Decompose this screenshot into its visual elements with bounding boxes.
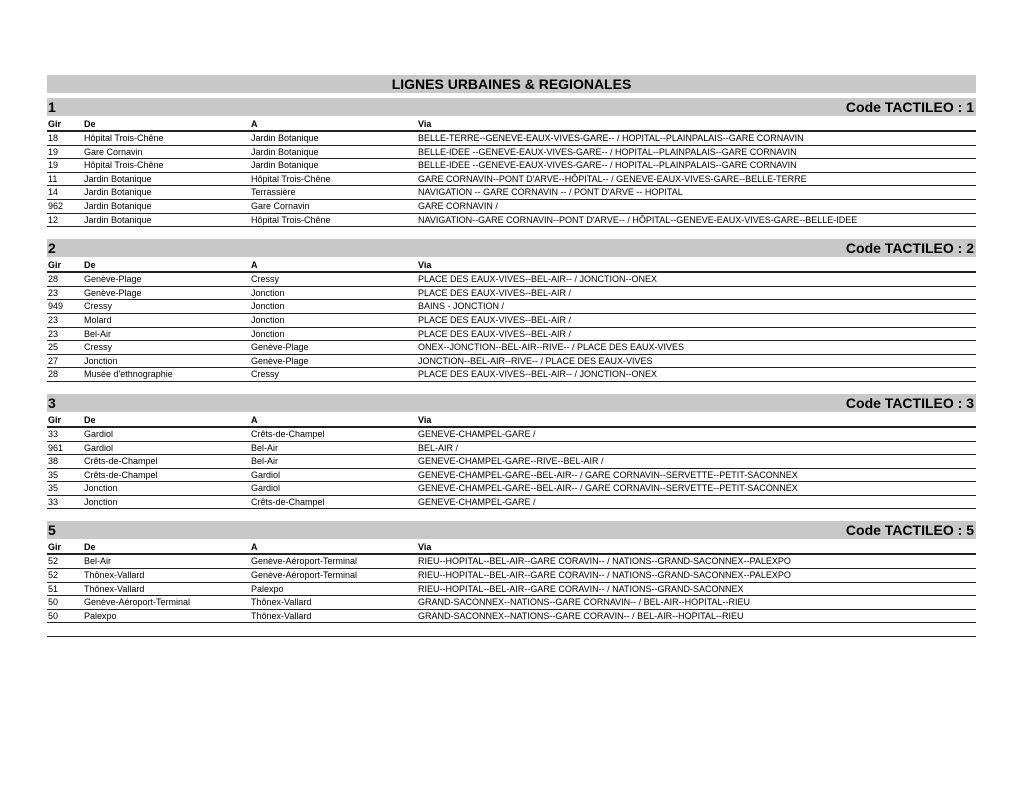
- cell-de: Bel-Air: [84, 556, 112, 567]
- cell-de: Hôpital Trois-Chêne: [84, 133, 164, 143]
- table-row: [47, 132, 976, 146]
- table-row: [47, 300, 976, 314]
- cell-a: Jonction: [251, 301, 285, 312]
- cell-de: Jardin Botanique: [84, 187, 152, 198]
- section-number: 2: [48, 240, 56, 257]
- table-row: [47, 159, 976, 173]
- tactileo-code: Code TACTILEO : 2: [845, 240, 974, 257]
- section-2: [47, 239, 976, 382]
- column-header-row: [47, 118, 976, 132]
- cell-via: GRAND-SACONNEX--NATIONS--GARE CORAVIN-- / BEL-AIR--HOPITAL--RIEU: [418, 610, 744, 621]
- cell-gir: 33: [48, 496, 59, 507]
- cell-via: GENEVE-CHAMPEL-GARE--BEL-AIR-- / GARE CORNAVIN--SERVETTE--PETIT-SACONNEX: [418, 469, 798, 480]
- cell-a: Genève-Plage: [251, 355, 309, 366]
- cell-de: Jonction: [84, 483, 118, 494]
- cell-via: NAVIGATION -- GARE CORNAVIN -- / PONT D'ARVE -- HOPITAL: [418, 187, 683, 198]
- cell-a: Jardin Botanique: [251, 146, 319, 157]
- cell-de: Jardin Botanique: [84, 173, 152, 184]
- cell-gir: 23: [48, 287, 59, 298]
- cell-gir: 19: [48, 146, 59, 157]
- cell-gir: 52: [48, 556, 59, 567]
- cell-de: Cressy: [84, 342, 113, 353]
- section-number: 1: [48, 99, 56, 115]
- column-header-via: Via: [418, 260, 432, 271]
- cell-gir: 18: [48, 133, 59, 143]
- section-1: [47, 98, 976, 227]
- table-row: [47, 328, 976, 342]
- document: [47, 75, 976, 637]
- cell-a: Cressy: [251, 274, 280, 285]
- cell-gir: 11: [48, 173, 58, 184]
- table-row: [47, 273, 976, 287]
- cell-gir: 50: [48, 610, 59, 621]
- cell-via: ONEX--JONCTION--BEL-AIR--RIVE-- / PLACE DES EAUX-VIVES: [418, 342, 685, 353]
- table-row: [47, 355, 976, 369]
- column-header-a: A: [251, 414, 258, 425]
- cell-gir: 28: [48, 369, 59, 380]
- cell-gir: 50: [48, 597, 59, 608]
- tactileo-code: Code TACTILEO : 1: [845, 99, 974, 115]
- column-header-via: Via: [418, 414, 432, 425]
- cell-a: Genève-Plage: [251, 342, 309, 353]
- cell-a: Thônex-Vallard: [251, 597, 312, 608]
- cell-via: GENEVE-CHAMPEL-GARE--RIVE--BEL-AIR /: [418, 456, 604, 467]
- cell-a: Jonction: [251, 314, 285, 325]
- cell-gir: 28: [48, 274, 59, 285]
- cell-gir: 52: [48, 570, 59, 581]
- cell-gir: 35: [48, 483, 59, 494]
- cell-gir: 38: [48, 456, 59, 467]
- cell-gir: 19: [48, 160, 59, 171]
- cell-a: Jonction: [251, 328, 285, 339]
- cell-via: RIEU--HOPITAL--BEL-AIR--GARE CORAVIN-- / NATIONS--GRAND-SACONNEX: [418, 583, 744, 594]
- cell-a: Crêts-de-Champel: [251, 496, 325, 507]
- cell-via: JONCTION--BEL-AIR--RIVE-- / PLACE DES EAUX-VIVES: [418, 355, 653, 366]
- cell-de: Crêts-de-Champel: [84, 469, 158, 480]
- section-header: [47, 521, 976, 539]
- table-row: [47, 442, 976, 456]
- table-row: [47, 455, 976, 469]
- cell-via: PLACE DES EAUX-VIVES--BEL-AIR /: [418, 314, 572, 325]
- tactileo-code: Code TACTILEO : 3: [845, 394, 974, 411]
- column-header-gir: Gir: [48, 414, 62, 425]
- cell-via: RIEU--HOPITAL--BEL-AIR--GARE CORAVIN-- / NATIONS--GRAND-SACONNEX--PALEXPO: [418, 570, 791, 581]
- column-header-row: [47, 259, 976, 273]
- cell-a: Palexpo: [251, 583, 284, 594]
- cell-via: GRAND-SACONNEX--NATIONS--GARE CORNAVIN-- / BEL-AIR--HOPITAL--RIEU: [418, 597, 751, 608]
- cell-de: Gare Cornavin: [84, 146, 143, 157]
- cell-via: PLACE DES EAUX-VIVES--BEL-AIR-- / JONCTION--ONEX: [418, 274, 658, 285]
- table-row: [47, 341, 976, 355]
- cell-gir: 23: [48, 314, 59, 325]
- sections-container: [47, 98, 976, 623]
- section-5: [47, 521, 976, 623]
- cell-via: PLACE DES EAUX-VIVES--BEL-AIR-- / JONCTION--ONEX: [418, 369, 658, 380]
- cell-de: Jonction: [84, 355, 118, 366]
- cell-via: GENEVE-CHAMPEL-GARE--BEL-AIR-- / GARE CORNAVIN--SERVETTE--PETIT-SACONNEX: [418, 483, 798, 494]
- table-row: [47, 287, 976, 301]
- cell-via: GENEVE-CHAMPEL-GARE /: [418, 428, 536, 439]
- cell-de: Jardin Botanique: [84, 214, 152, 225]
- cell-de: Gardiol: [84, 442, 114, 453]
- cell-a: Genève-Aéroport-Terminal: [251, 556, 358, 567]
- end-divider: [47, 636, 976, 637]
- cell-a: Jardin Botanique: [251, 160, 319, 171]
- column-header-row: [47, 541, 976, 555]
- cell-de: Genève-Plage: [84, 287, 142, 298]
- column-header-de: De: [84, 119, 96, 129]
- cell-a: Gardiol: [251, 469, 281, 480]
- tactileo-code: Code TACTILEO : 5: [845, 522, 974, 539]
- cell-a: Jardin Botanique: [251, 133, 319, 143]
- section-header: [47, 98, 976, 116]
- cell-de: Molard: [84, 314, 112, 325]
- cell-a: Terrassière: [251, 187, 296, 198]
- section-header: [47, 394, 976, 412]
- column-header-a: A: [251, 260, 258, 271]
- cell-gir: 33: [48, 428, 59, 439]
- cell-a: Cressy: [251, 369, 280, 380]
- column-header-via: Via: [418, 119, 432, 129]
- cell-a: Thônex-Vallard: [251, 610, 312, 621]
- cell-a: Hôpital Trois-Chêne: [251, 173, 331, 184]
- cell-de: Cressy: [84, 301, 113, 312]
- table-row: [47, 569, 976, 583]
- cell-de: Jonction: [84, 496, 118, 507]
- cell-gir: 962: [48, 200, 64, 211]
- cell-gir: 12: [48, 214, 59, 225]
- cell-gir: 961: [48, 442, 64, 453]
- table-row: [47, 469, 976, 483]
- table-row: [47, 555, 976, 569]
- cell-via: GARE CORNAVIN--PONT D'ARVE--HÔPITAL-- / GENEVE-EAUX-VIVES-GARE--BELLE-TERRE: [418, 173, 807, 184]
- cell-via: BELLE-IDEE --GENEVE-EAUX-VIVES-GARE-- / HOPITAL--PLAINPALAIS--GARE CORNAVIN: [418, 146, 797, 157]
- table-row: [47, 596, 976, 610]
- cell-a: Bel-Air: [251, 442, 279, 453]
- column-header-via: Via: [418, 542, 432, 553]
- table-row: [47, 186, 976, 200]
- column-header-gir: Gir: [48, 260, 62, 271]
- table-row: [47, 314, 976, 328]
- column-header-row: [47, 414, 976, 428]
- cell-a: Hôpital Trois-Chêne: [251, 214, 331, 225]
- cell-de: Hôpital Trois-Chêne: [84, 160, 164, 171]
- table-row: [47, 583, 976, 597]
- cell-via: GENEVE-CHAMPEL-GARE /: [418, 496, 536, 507]
- cell-gir: 23: [48, 328, 59, 339]
- column-header-a: A: [251, 119, 258, 129]
- cell-de: Musée d'ethnographie: [84, 369, 173, 380]
- table-row: [47, 368, 976, 382]
- column-header-de: De: [84, 542, 96, 553]
- table-row: [47, 496, 976, 510]
- cell-de: Thônex-Vallard: [84, 570, 145, 581]
- cell-de: Genève-Aéroport-Terminal: [84, 597, 191, 608]
- column-header-de: De: [84, 260, 96, 271]
- cell-a: Bel-Air: [251, 456, 279, 467]
- table-row: [47, 214, 976, 228]
- cell-a: Crêts-de-Champel: [251, 428, 325, 439]
- cell-via: PLACE DES EAUX-VIVES--BEL-AIR /: [418, 287, 572, 298]
- table-row: [47, 428, 976, 442]
- cell-gir: 14: [48, 187, 59, 198]
- section-number: 5: [48, 522, 56, 539]
- table-row: [47, 482, 976, 496]
- cell-a: Genève-Aéroport-Terminal: [251, 570, 358, 581]
- document-title: LIGNES URBAINES & REGIONALES: [47, 75, 976, 93]
- cell-a: Gare Cornavin: [251, 200, 310, 211]
- cell-a: Gardiol: [251, 483, 281, 494]
- column-header-gir: Gir: [48, 119, 62, 129]
- cell-via: BELLE-IDEE --GENEVE-EAUX-VIVES-GARE-- / HOPITAL--PLAINPALAIS--GARE CORNAVIN: [418, 160, 797, 171]
- section-header: [47, 239, 976, 257]
- column-header-a: A: [251, 542, 258, 553]
- cell-de: Genève-Plage: [84, 274, 142, 285]
- column-header-gir: Gir: [48, 542, 62, 553]
- table-row: [47, 146, 976, 160]
- cell-gir: 27: [48, 355, 59, 366]
- cell-de: Palexpo: [84, 610, 117, 621]
- cell-de: Thônex-Vallard: [84, 583, 145, 594]
- cell-gir: 25: [48, 342, 59, 353]
- cell-a: Jonction: [251, 287, 285, 298]
- section-number: 3: [48, 394, 56, 411]
- cell-gir: 949: [48, 301, 64, 312]
- cell-de: Gardiol: [84, 428, 114, 439]
- cell-via: GARE CORNAVIN /: [418, 200, 498, 211]
- column-header-de: De: [84, 414, 96, 425]
- table-row: [47, 173, 976, 187]
- cell-de: Bel-Air: [84, 328, 112, 339]
- cell-via: NAVIGATION--GARE CORNAVIN--PONT D'ARVE-- / HÔPITAL--GENEVE-EAUX-VIVES-GARE--BELLE-IDEE: [418, 214, 858, 225]
- cell-de: Crêts-de-Champel: [84, 456, 158, 467]
- table-row: [47, 200, 976, 214]
- cell-via: BELLE-TERRE--GENEVE-EAUX-VIVES-GARE-- / HOPITAL--PLAINPALAIS--GARE CORNAVIN: [418, 133, 804, 143]
- cell-via: BEL-AIR /: [418, 442, 459, 453]
- cell-de: Jardin Botanique: [84, 200, 152, 211]
- cell-gir: 51: [48, 583, 59, 594]
- cell-via: RIEU--HOPITAL--BEL-AIR--GARE CORAVIN-- / NATIONS--GRAND-SACONNEX--PALEXPO: [418, 556, 791, 567]
- table-row: [47, 610, 976, 624]
- cell-gir: 35: [48, 469, 59, 480]
- cell-via: BAINS - JONCTION /: [418, 301, 505, 312]
- section-3: [47, 394, 976, 510]
- cell-via: PLACE DES EAUX-VIVES--BEL-AIR /: [418, 328, 572, 339]
